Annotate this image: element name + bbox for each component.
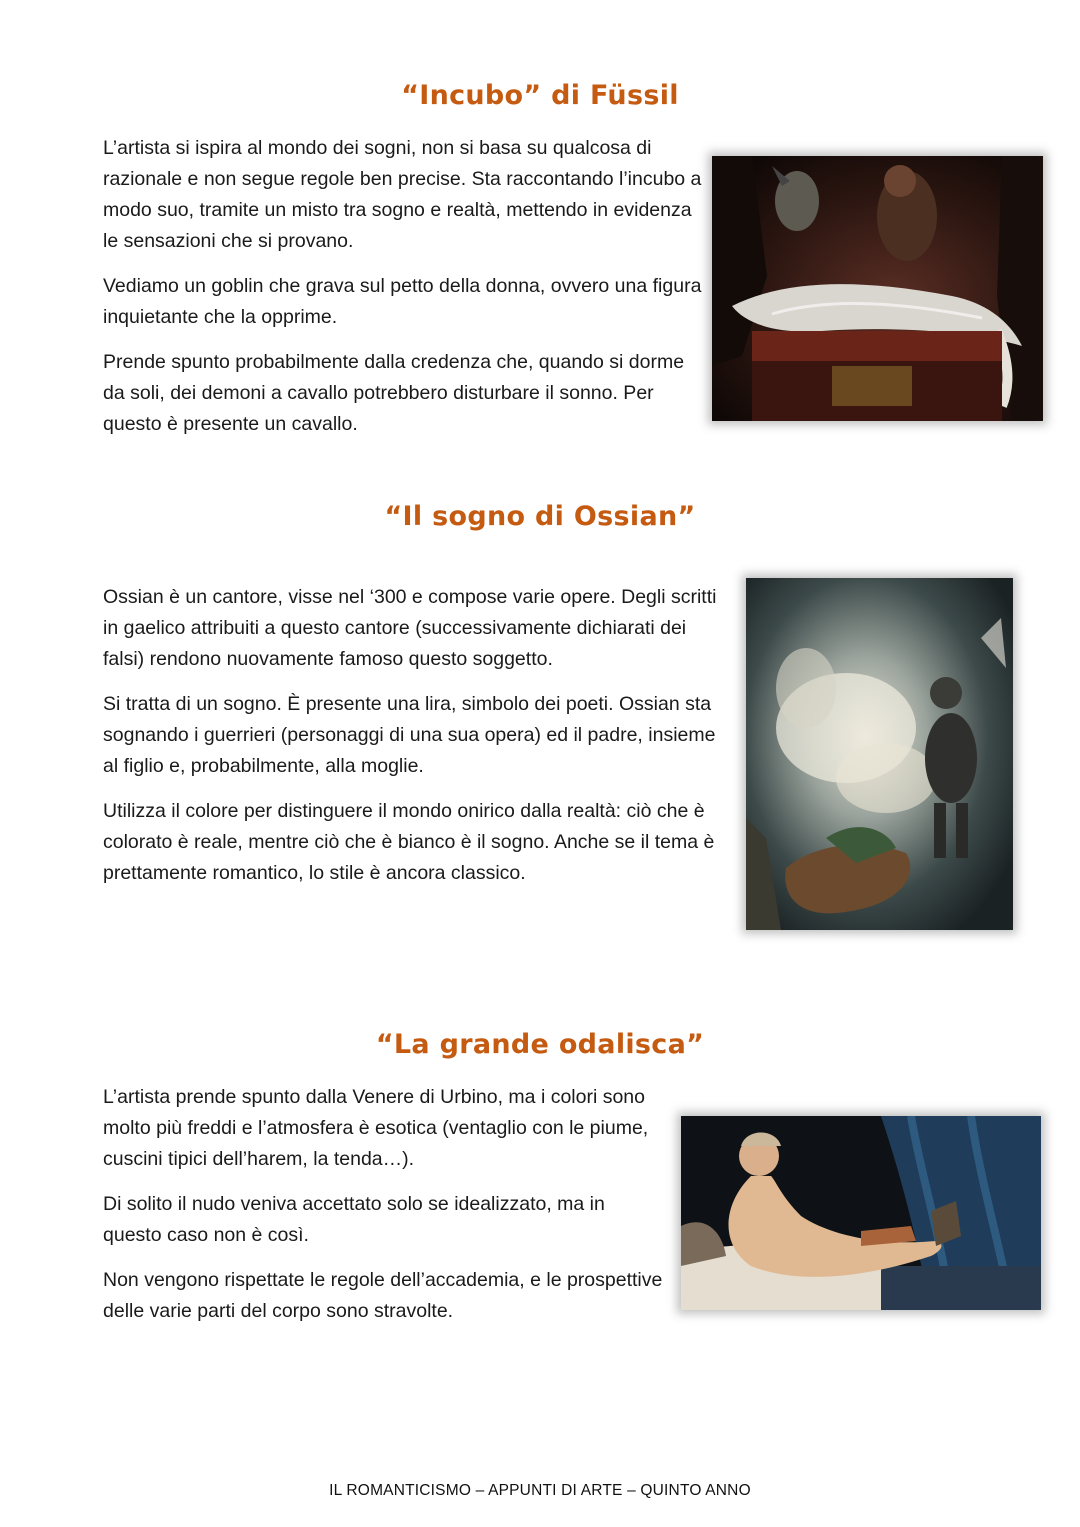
painting-grande-odalisca <box>681 1116 1041 1310</box>
paragraph: Vediamo un goblin che grava sul petto della donna, ovvero una figura inquietante che la opprime. <box>103 275 702 328</box>
paragraph: Si tratta di un sogno. È presente una lira, simbolo dei poeti. Ossian sta sognando i guerrieri (personaggi di una sua opera) ed il padre, insieme al figlio e, probabilmente, alla moglie. <box>103 693 716 777</box>
paragraph: Non vengono rispettate le regole dell’accademia, e le prospettive delle varie parti del corpo sono stravolte. <box>103 1269 663 1322</box>
section-title-odalisca: “La grande odalisca” <box>375 1029 705 1060</box>
section-text-ossian <box>103 582 728 903</box>
section-title-ossian: “Il sogno di Ossian” <box>384 501 696 532</box>
paragraph: L’artista si ispira al mondo dei sogni, non si basa su qualcosa di razionale e non segue regole ben precise. Sta raccontando l’incubo a modo suo, tramite un misto tra sogno e realtà, mettendo in evidenza le sensazioni che si provano. <box>103 137 702 252</box>
paragraph: L’artista prende spunto dalla Venere di Urbino, ma i colori sono molto più freddi e l’atmosfera è esotica (ventaglio con le piume, cuscini tipici dell’harem, la tenda…). <box>103 1086 649 1170</box>
paragraph: Prende spunto probabilmente dalla credenza che, quando si dorme da soli, dei demoni a cavallo potrebbero disturbare il sonno. Per questo è presente un cavallo. <box>103 351 685 435</box>
section-text-odalisca <box>103 1082 663 1341</box>
page-footer: IL ROMANTICISMO – APPUNTI DI ARTE – QUINTO ANNO <box>329 1482 751 1499</box>
paragraph: Ossian è un cantore, visse nel ‘300 e compose varie opere. Degli scritti in gaelico attribuiti a questo cantore (successivamente dichiarati dei falsi) rendono nuovamente famoso questo soggetto. <box>103 586 717 670</box>
section-text-incubo <box>103 133 703 454</box>
paragraph: Di solito il nudo veniva accettato solo se idealizzato, ma in questo caso non è così. <box>103 1193 605 1246</box>
section-title-incubo: “Incubo” di Füssil <box>401 80 679 111</box>
painting-sogno-di-ossian <box>746 578 1013 930</box>
painting-incubo <box>712 156 1043 421</box>
paragraph: Utilizza il colore per distinguere il mondo onirico dalla realtà: ciò che è colorato è reale, mentre ciò che è bianco è il sogno. Anche se il tema è prettamente romantico, lo stile è ancora classico. <box>103 800 715 884</box>
